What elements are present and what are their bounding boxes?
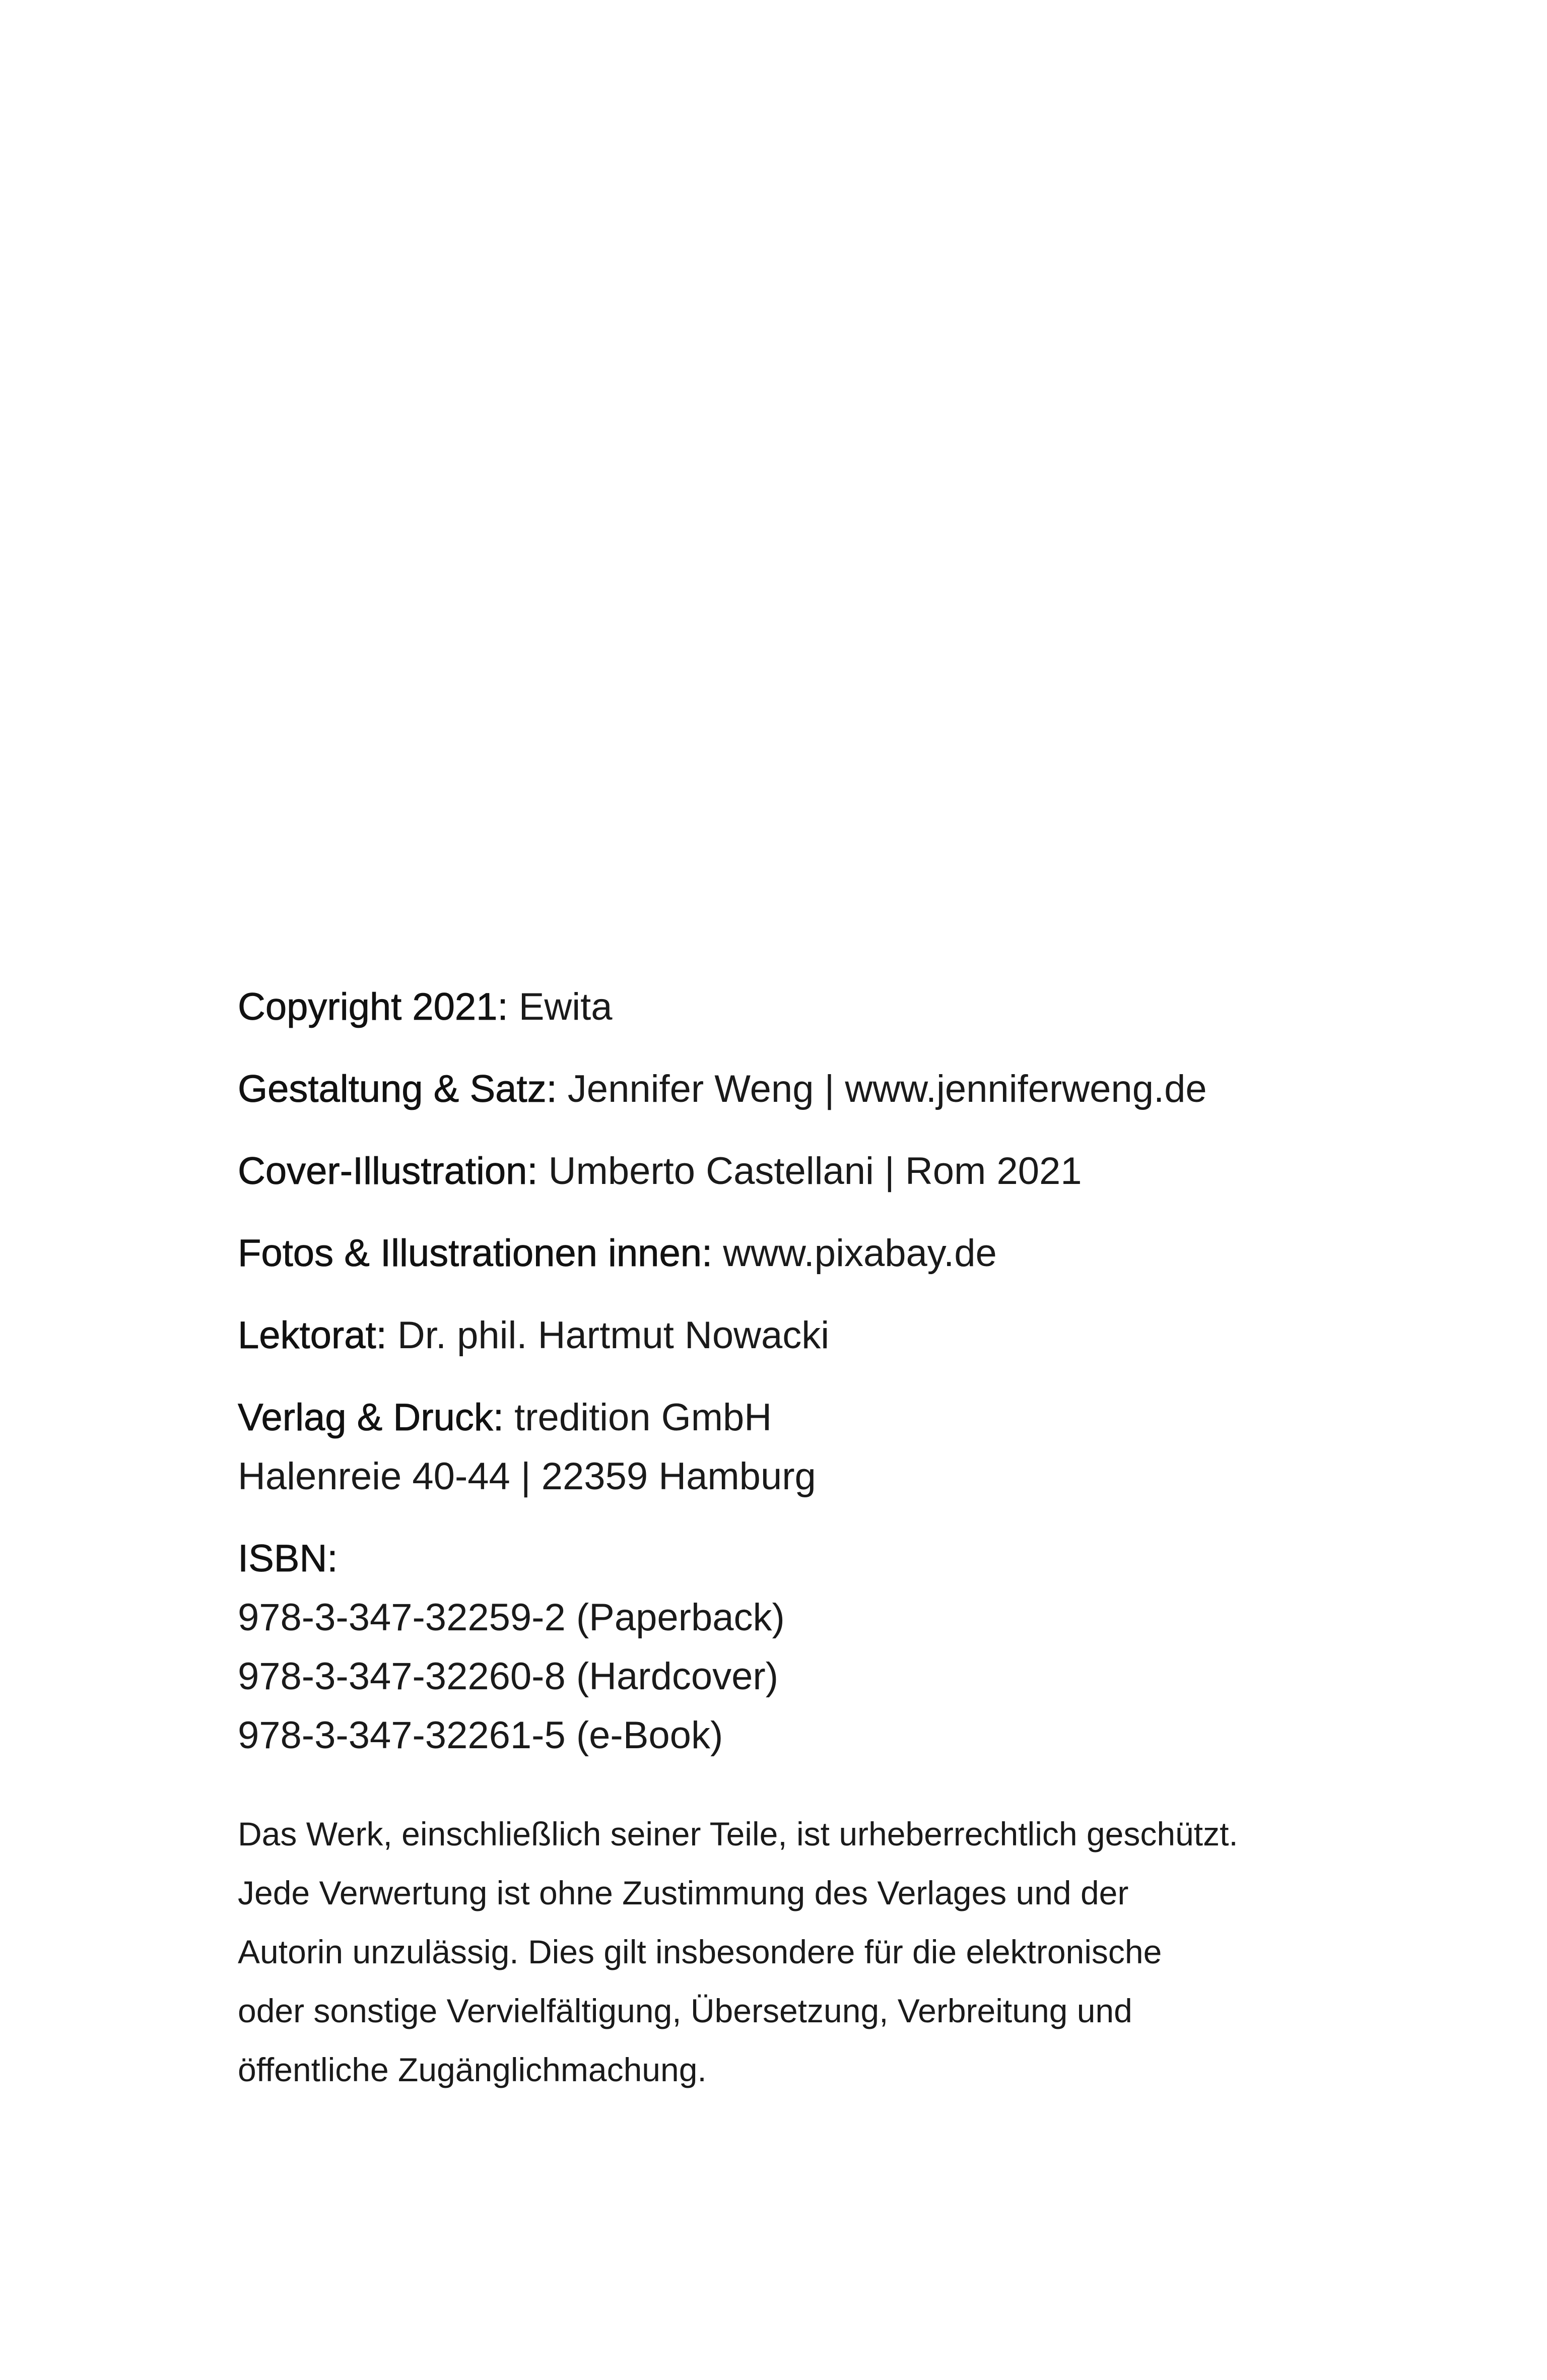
photos-value: www.pixabay.de bbox=[712, 1232, 997, 1275]
legal-notice-line: oder sonstige Vervielfältigung, Übersetzung, Verbreitung und bbox=[238, 1992, 1132, 2029]
copyright-value: Ewita bbox=[508, 985, 613, 1028]
photos-label: Fotos & Illustrationen innen: bbox=[238, 1232, 713, 1275]
photos-line bbox=[238, 1224, 1396, 1283]
design-label: Gestaltung & Satz: bbox=[238, 1068, 557, 1110]
editing-line bbox=[238, 1306, 1396, 1365]
isbn-block bbox=[238, 1529, 1396, 1765]
legal-notice-line: Jede Verwertung ist ohne Zustimmung des Verlages und der bbox=[238, 1874, 1129, 1911]
publisher-value: tredition GmbH bbox=[504, 1396, 772, 1439]
isbn-entry: 978-3-347-32261-5 (e-Book) bbox=[238, 1714, 723, 1757]
legal-notice-line: Das Werk, einschließlich seiner Teile, ist urheberrechtlich geschützt. bbox=[238, 1815, 1238, 1853]
design-value: Jennifer Weng | www.jenniferweng.de bbox=[557, 1068, 1207, 1110]
copyright-label: Copyright 2021: bbox=[238, 985, 508, 1028]
isbn-label: ISBN: bbox=[238, 1537, 338, 1580]
copyright-line bbox=[238, 977, 1396, 1036]
isbn-entry: 978-3-347-32259-2 (Paperback) bbox=[238, 1596, 785, 1639]
cover-value: Umberto Castellani | Rom 2021 bbox=[537, 1150, 1082, 1193]
cover-line bbox=[238, 1142, 1396, 1201]
publisher-label: Verlag & Druck: bbox=[238, 1396, 504, 1439]
legal-notice-line: öffentliche Zugänglichmachung. bbox=[238, 2051, 707, 2088]
legal-notice-line: Autorin unzulässig. Dies gilt insbesondere für die elektronische bbox=[238, 1933, 1162, 1970]
editing-value: Dr. phil. Hartmut Nowacki bbox=[386, 1314, 830, 1357]
cover-label: Cover-Illustration: bbox=[238, 1150, 538, 1193]
publisher-address: Halenreie 40-44 | 22359 Hamburg bbox=[238, 1455, 816, 1498]
design-line bbox=[238, 1060, 1396, 1118]
publisher-block bbox=[238, 1388, 1396, 1506]
isbn-entry: 978-3-347-32260-8 (Hardcover) bbox=[238, 1655, 779, 1698]
editing-label: Lektorat: bbox=[238, 1314, 387, 1357]
imprint-block bbox=[238, 977, 1396, 1765]
legal-notice bbox=[238, 1805, 1396, 2099]
